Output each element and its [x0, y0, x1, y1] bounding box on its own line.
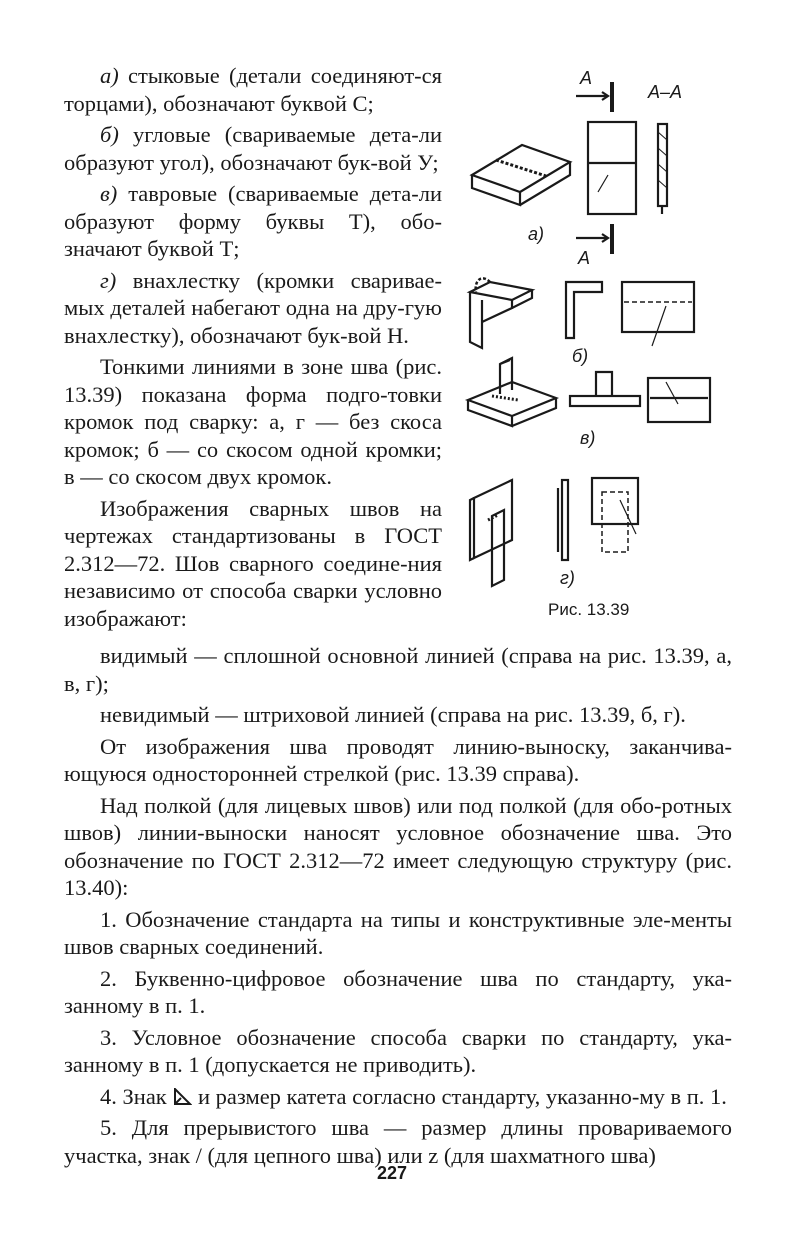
- list-item-2: 2. Буквенно-цифровое обозначение шва по стандарту, ука-занному в п. 1.: [64, 965, 732, 1018]
- figure-caption: Рис. 13.39: [548, 600, 630, 619]
- para-standard: Изображения сварных швов на чертежах стандартизованы в ГОСТ 2.312—72. Шов сварного соедине-ния независимо от способа сварки условно изображают:: [64, 495, 442, 631]
- section-label-a-top: А: [580, 68, 593, 88]
- section-label-aa: А–А: [648, 82, 683, 102]
- sub-label-a: а): [528, 224, 545, 244]
- para-leader: От изображения шва проводят линию-выноску, заканчива-ющуюся односторонней стрелкой (рис. 13.39 справа).: [64, 733, 732, 786]
- fillet-weld-sign-icon: [172, 1088, 192, 1106]
- full-width-text: [64, 642, 732, 1173]
- para-invisible: невидимый — штриховой линией (справа на рис. 13.39, б, г).: [100, 702, 686, 727]
- list-item-1: 1. Обозначение стандарта на типы и конструктивные эле-менты швов сварных соединений.: [64, 906, 732, 959]
- para-lap: г) внахлестку (кромки сваривае-мых деталей набегают одна на дру-гую внахлестку), обозначают бук-вой Н.: [64, 267, 442, 348]
- para-tee: в) тавровые (свариваемые дета-ли образуют форму буквы Т), обо-значают буквой Т;: [64, 181, 442, 261]
- list-item-5: 5. Для прерывистого шва — размер длины провариваемого участка, знак / (для цепного шва) или z (для шахматного шва): [64, 1115, 732, 1168]
- sub-label-g: г): [560, 568, 575, 588]
- list-item-3: 3. Условное обозначение способа сварки по стандарту, ука-занному в п. 1 (допускается не приводить).: [64, 1024, 732, 1077]
- sub-label-b: б): [572, 346, 589, 366]
- weld-joints-figure: [452, 60, 752, 630]
- section-label-a-bottom: А: [578, 248, 591, 268]
- para-shelf: Над полкой (для лицевых швов) или под полкой (для обо-ротных швов) линии-выноски наносят условное обозначение шва. Это обозначение по ГОСТ 2.312—72 имеет следующую структуру (рис. 13.40):: [64, 792, 732, 900]
- sub-label-v: в): [580, 428, 596, 448]
- para-thin-lines: Тонкими линиями в зоне шва (рис. 13.39) показана форма подго-товки кромок под сварку: а, г — без скоса кромок; б — со скосом одной кромки; в — со скосом двух кромок.: [64, 354, 442, 489]
- page-number: 227: [377, 1163, 408, 1183]
- para-corner: б) угловые (свариваемые дета-ли образуют угол), обозначают бук-вой У;: [64, 122, 442, 175]
- column-text: [64, 62, 442, 636]
- para-visible: видимый — сплошной основной линией (справа на рис. 13.39, а, в, г);: [64, 643, 732, 696]
- para-butt: а) стыковые (детали соединяют-ся торцами), обозначают буквой С;: [64, 63, 442, 116]
- list-item-4: 4. Знак и размер катета согласно стандарту, указанно-му в п. 1.: [100, 1083, 727, 1109]
